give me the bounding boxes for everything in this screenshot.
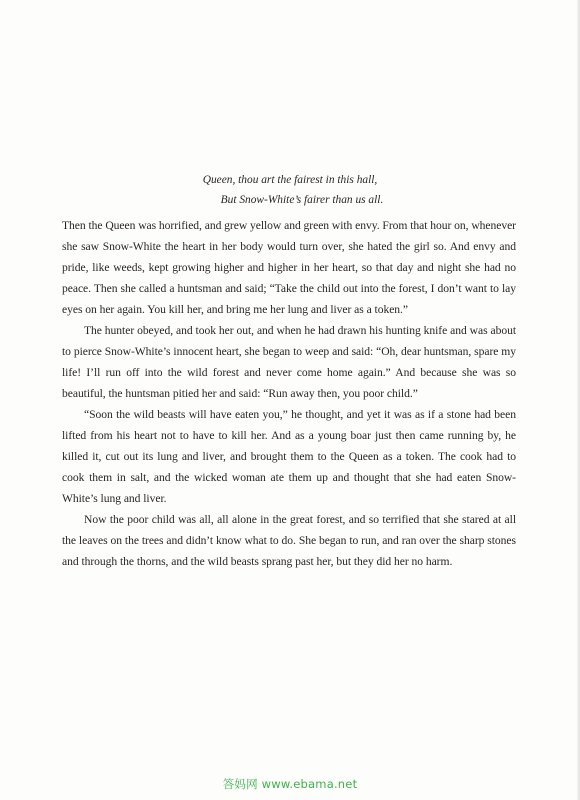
story-text <box>62 215 516 572</box>
paragraph-3: “Soon the wild beasts will have eaten you,” he thought, and yet it was as if a stone had been lifted from his heart not to have to kill her. And as a young boar just then came running by, he killed it, cut out its lung and liver, and brought them to the Queen as a token. The cook had to cook them in salt, and the wicked woman ate them up and thought that she had eaten Snow-White’s lung and liver. <box>62 408 516 505</box>
rhyme-verse <box>0 170 580 210</box>
site-watermark: 答妈网 www.ebama.net <box>222 777 358 791</box>
paragraph-2: The hunter obeyed, and took her out, and when he had drawn his hunting knife and was about to pierce Snow-White’s innocent heart, she began to weep and said: “Oh, dear huntsman, spare my life! I’ll run off into the wild forest and never come home again.” And because she was so beautiful, the huntsman pitied her and said: “Run away then, you poor child.” <box>62 324 516 400</box>
verse-line-2: But Snow-White’s fairer than us all. <box>220 194 384 206</box>
paragraph-4: Now the poor child was all, all alone in the great forest, and so terrified that she stared at all the leaves on the trees and didn’t know what to do. She began to run, and ran over the sharp stones and through the thorns, and the wild beasts sprang past her, but they did her no harm. <box>62 513 516 568</box>
verse-line-1: Queen, thou art the fairest in this hall, <box>202 174 378 186</box>
paragraph-1: Then the Queen was horrified, and grew yellow and green with envy. From that hour on, whenever she saw Snow-White the heart in her body would turn over, she hated the girl so. And envy and pride, like weeds, kept growing higher and higher in her heart, so that day and night she had no peace. Then she called a huntsman and said; “Take the child out into the forest, I don’t want to lay eyes on her again. You kill her, and bring me her lung and liver as a token.” <box>62 219 516 316</box>
